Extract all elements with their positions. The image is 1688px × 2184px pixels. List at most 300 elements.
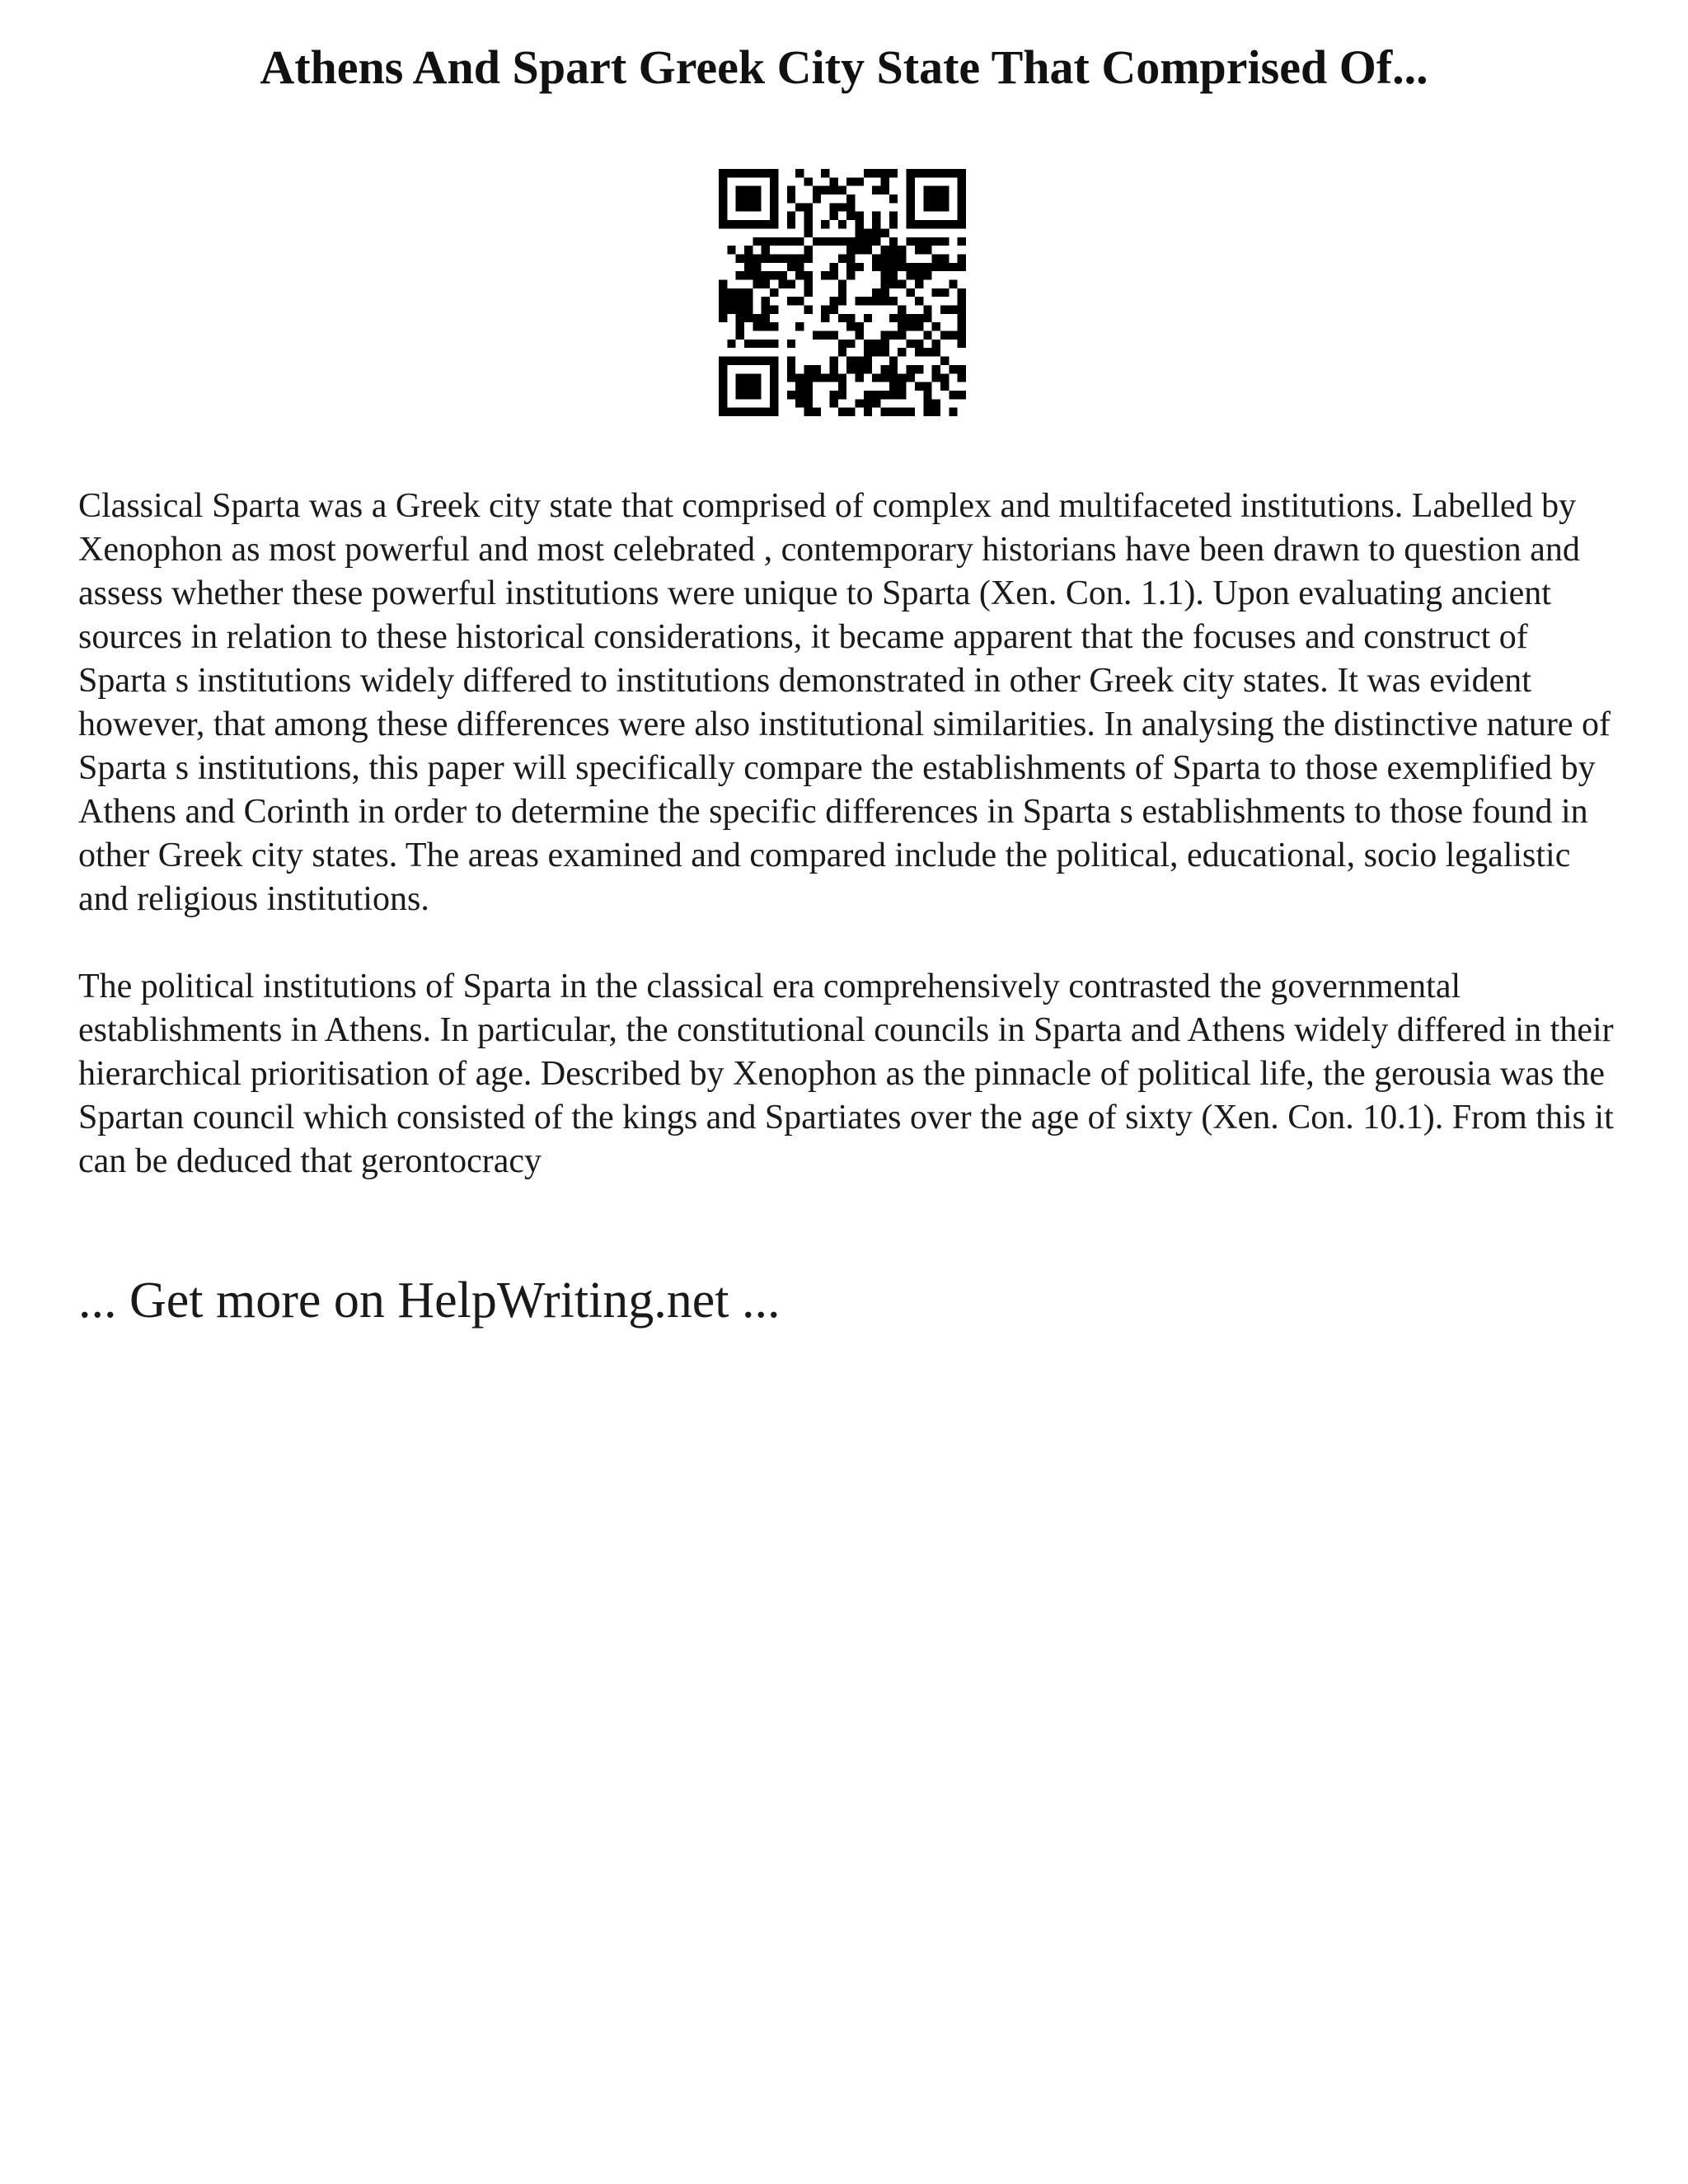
qr-module <box>889 365 898 373</box>
qr-module <box>864 357 872 365</box>
qr-module <box>923 237 931 246</box>
qr-module <box>932 365 940 373</box>
qr-module <box>846 322 855 330</box>
qr-module <box>889 212 898 220</box>
qr-module <box>762 246 770 254</box>
qr-module <box>958 365 966 373</box>
qr-module <box>719 408 727 416</box>
qr-module <box>856 399 864 407</box>
qr-module <box>804 391 812 399</box>
qr-module <box>915 348 923 356</box>
qr-module <box>881 288 889 297</box>
qr-module <box>770 186 778 194</box>
qr-module <box>889 271 898 279</box>
qr-module <box>923 186 931 194</box>
qr-module <box>762 169 770 177</box>
qr-module <box>736 391 744 399</box>
qr-module <box>744 391 753 399</box>
qr-module <box>889 220 898 228</box>
qr-module <box>821 271 829 279</box>
qr-module <box>719 382 727 391</box>
qr-module <box>813 365 821 373</box>
qr-module <box>898 391 906 399</box>
qr-module <box>744 254 753 262</box>
qr-module <box>889 246 898 254</box>
qr-module <box>829 263 837 271</box>
qr-module <box>770 373 778 382</box>
qr-module <box>719 220 727 228</box>
qr-module <box>856 373 864 382</box>
qr-module <box>770 399 778 407</box>
qr-module <box>778 279 786 288</box>
qr-module <box>753 322 761 330</box>
qr-module <box>907 263 915 271</box>
qr-module <box>949 263 957 271</box>
qr-module <box>932 399 940 407</box>
qr-module <box>744 263 753 271</box>
qr-module <box>753 237 761 246</box>
qr-module <box>744 408 753 416</box>
qr-module <box>821 331 829 340</box>
qr-module <box>744 340 753 348</box>
qr-module <box>829 271 837 279</box>
qr-module <box>898 246 906 254</box>
qr-module <box>736 331 744 340</box>
qr-module <box>856 237 864 246</box>
qr-module <box>787 237 795 246</box>
qr-module <box>838 408 846 416</box>
qr-module <box>872 391 880 399</box>
qr-module <box>829 186 837 194</box>
qr-module <box>813 186 821 194</box>
qr-module <box>736 297 744 305</box>
qr-module <box>736 408 744 416</box>
qr-module <box>881 169 889 177</box>
get-more-link[interactable]: ... Get more on HelpWriting.net ... <box>78 1272 781 1329</box>
qr-module <box>932 237 940 246</box>
qr-module <box>804 279 812 288</box>
qr-module <box>889 357 898 365</box>
qr-module <box>958 203 966 211</box>
qr-module <box>770 203 778 211</box>
qr-module <box>770 365 778 373</box>
qr-module <box>753 391 761 399</box>
qr-module <box>813 331 821 340</box>
qr-module <box>889 169 898 177</box>
qr-module <box>958 220 966 228</box>
qr-module <box>736 194 744 203</box>
qr-module <box>864 228 872 237</box>
qr-module <box>744 357 753 365</box>
qr-module <box>958 322 966 330</box>
qr-module <box>958 288 966 297</box>
qr-module <box>932 408 940 416</box>
qr-module <box>898 331 906 340</box>
qr-module <box>744 271 753 279</box>
document-body <box>78 485 1615 1227</box>
qr-module <box>795 373 804 382</box>
qr-module <box>872 169 880 177</box>
qr-module <box>719 212 727 220</box>
qr-module <box>949 220 957 228</box>
qr-module <box>932 340 940 348</box>
qr-module <box>795 263 804 271</box>
qr-module <box>932 322 940 330</box>
qr-module <box>787 254 795 262</box>
qr-module <box>872 348 880 356</box>
qr-module <box>898 408 906 416</box>
qr-module <box>736 254 744 262</box>
qr-module <box>821 169 829 177</box>
qr-module <box>829 237 837 246</box>
qr-module <box>727 246 735 254</box>
qr-module <box>889 279 898 288</box>
qr-module <box>915 237 923 246</box>
qr-module <box>907 169 915 177</box>
qr-module <box>846 314 855 322</box>
qr-module <box>958 254 966 262</box>
qr-module <box>915 322 923 330</box>
qr-module <box>958 331 966 340</box>
qr-module <box>923 314 931 322</box>
qr-module <box>889 237 898 246</box>
qr-module <box>907 340 915 348</box>
qr-module <box>736 306 744 314</box>
qr-module <box>813 237 821 246</box>
qr-module <box>940 186 949 194</box>
qr-module <box>719 373 727 382</box>
qr-module <box>795 399 804 407</box>
qr-module <box>762 220 770 228</box>
qr-module <box>958 212 966 220</box>
qr-module <box>872 399 880 407</box>
qr-module <box>753 382 761 391</box>
qr-module <box>907 271 915 279</box>
qr-module <box>872 297 880 305</box>
qr-module <box>958 297 966 305</box>
qr-module <box>889 194 898 203</box>
qr-module <box>719 314 727 322</box>
qr-module <box>804 203 812 211</box>
qr-module <box>932 348 940 356</box>
qr-module <box>762 340 770 348</box>
qr-module <box>804 306 812 314</box>
qr-module <box>864 348 872 356</box>
qr-module <box>727 340 735 348</box>
qr-module <box>898 263 906 271</box>
qr-module <box>719 288 727 297</box>
qr-module <box>907 186 915 194</box>
qr-module <box>770 212 778 220</box>
qr-module <box>736 288 744 297</box>
qr-module <box>932 194 940 203</box>
qr-module <box>907 203 915 211</box>
qr-module <box>829 373 837 382</box>
qr-module <box>736 271 744 279</box>
qr-module <box>923 408 931 416</box>
qr-module <box>915 382 923 391</box>
qr-module <box>770 237 778 246</box>
qr-module <box>881 228 889 237</box>
qr-module <box>864 169 872 177</box>
body-paragraph-2: The political institutions of Sparta in the classical era comprehensively contrasted the governmental establishments in Athens. In particular, the constitutional councils in Sparta and Athens widely differed in their hierarchical prioritisation of age. Described by Xenophon as the pinnacle of political life, the gerousia was the Spartan council which consisted of the kings and Spartiates over the age of sixty (Xen. Con. 10.1). From this it can be deduced that gerontocracy <box>78 968 1614 1180</box>
qr-module <box>881 279 889 288</box>
qr-module <box>889 297 898 305</box>
qr-module <box>753 279 761 288</box>
qr-module <box>795 297 804 305</box>
qr-module <box>949 408 957 416</box>
qr-module <box>898 382 906 391</box>
qr-module <box>889 391 898 399</box>
qr-module <box>958 263 966 271</box>
qr-module <box>753 169 761 177</box>
qr-module <box>881 263 889 271</box>
qr-module <box>762 271 770 279</box>
qr-module <box>915 220 923 228</box>
qr-module <box>744 194 753 203</box>
qr-module <box>932 169 940 177</box>
qr-module <box>744 382 753 391</box>
qr-module <box>753 254 761 262</box>
qr-module <box>821 314 829 322</box>
qr-module <box>932 288 940 297</box>
qr-module <box>829 357 837 365</box>
qr-module <box>856 357 864 365</box>
qr-module <box>940 194 949 203</box>
qr-module <box>727 288 735 297</box>
qr-module <box>949 306 957 314</box>
qr-module <box>881 348 889 356</box>
qr-module <box>719 279 727 288</box>
qr-module <box>940 357 949 365</box>
qr-module <box>719 194 727 203</box>
qr-module <box>719 186 727 194</box>
qr-module <box>856 331 864 340</box>
qr-module <box>915 297 923 305</box>
qr-module <box>889 254 898 262</box>
qr-module <box>898 348 906 356</box>
qr-module <box>838 254 846 262</box>
qr-module <box>821 373 829 382</box>
qr-module <box>804 373 812 382</box>
qr-module <box>907 212 915 220</box>
qr-module <box>915 365 923 373</box>
qr-module <box>856 177 864 185</box>
qr-module <box>864 365 872 373</box>
qr-module <box>804 254 812 262</box>
qr-module <box>923 331 931 340</box>
qr-module <box>736 314 744 322</box>
qr-module <box>804 220 812 228</box>
qr-module <box>787 212 795 220</box>
qr-module <box>881 186 889 194</box>
qr-module <box>744 203 753 211</box>
qr-module <box>864 297 872 305</box>
qr-module <box>727 306 735 314</box>
qr-module <box>719 391 727 399</box>
qr-module <box>770 254 778 262</box>
qr-module <box>770 357 778 365</box>
qr-module <box>958 340 966 348</box>
qr-module <box>829 212 837 220</box>
qr-module <box>762 254 770 262</box>
qr-module <box>719 297 727 305</box>
qr-module <box>856 246 864 254</box>
qr-module <box>940 306 949 314</box>
qr-module <box>898 254 906 262</box>
qr-module <box>753 271 761 279</box>
qr-module <box>846 177 855 185</box>
qr-module <box>778 254 786 262</box>
qr-module <box>719 365 727 373</box>
qr-module <box>821 237 829 246</box>
qr-module <box>949 365 957 373</box>
qr-module <box>736 203 744 211</box>
qr-module <box>856 212 864 220</box>
qr-module <box>915 271 923 279</box>
qr-module <box>829 365 837 373</box>
qr-module <box>907 314 915 322</box>
qr-module <box>856 228 864 237</box>
qr-module <box>795 322 804 330</box>
qr-module <box>753 220 761 228</box>
qr-module <box>846 357 855 365</box>
qr-module <box>787 297 795 305</box>
qr-module <box>949 169 957 177</box>
qr-module <box>846 237 855 246</box>
qr-module <box>829 399 837 407</box>
qr-module <box>958 391 966 399</box>
qr-module <box>846 365 855 373</box>
qr-module <box>907 288 915 297</box>
qr-module <box>940 382 949 391</box>
qr-module <box>932 263 940 271</box>
qr-module <box>881 297 889 305</box>
qr-module <box>821 220 829 228</box>
qr-module <box>932 203 940 211</box>
qr-module <box>958 237 966 246</box>
qr-module <box>744 220 753 228</box>
qr-module <box>838 340 846 348</box>
qr-module <box>770 306 778 314</box>
qr-module <box>727 169 735 177</box>
qr-module <box>795 271 804 279</box>
qr-module <box>838 297 846 305</box>
qr-module <box>940 288 949 297</box>
qr-module <box>753 186 761 194</box>
qr-module <box>762 357 770 365</box>
qr-module <box>872 212 880 220</box>
qr-module <box>770 408 778 416</box>
qr-module <box>770 194 778 203</box>
qr-module <box>821 186 829 194</box>
qr-module <box>770 288 778 297</box>
qr-module <box>898 373 906 382</box>
qr-module <box>804 365 812 373</box>
qr-module <box>958 177 966 185</box>
qr-module <box>736 373 744 382</box>
qr-module <box>744 169 753 177</box>
qr-module <box>915 314 923 322</box>
qr-module <box>889 263 898 271</box>
qr-module <box>838 203 846 211</box>
qr-module <box>907 365 915 373</box>
qr-module <box>889 373 898 382</box>
qr-module <box>958 186 966 194</box>
qr-module <box>787 391 795 399</box>
qr-module <box>787 186 795 194</box>
qr-module <box>838 288 846 297</box>
qr-module <box>907 194 915 203</box>
qr-module <box>744 306 753 314</box>
qr-module <box>889 408 898 416</box>
qr-module <box>856 263 864 271</box>
qr-module <box>770 340 778 348</box>
qr-module <box>923 246 931 254</box>
qr-module <box>736 220 744 228</box>
qr-module <box>889 314 898 322</box>
qr-module <box>923 306 931 314</box>
qr-module <box>795 203 804 211</box>
qr-module <box>940 373 949 382</box>
qr-module <box>958 373 966 382</box>
qr-module <box>727 357 735 365</box>
qr-module <box>719 169 727 177</box>
qr-module <box>804 212 812 220</box>
qr-code-icon[interactable] <box>719 169 966 416</box>
qr-module <box>907 408 915 416</box>
qr-module <box>889 382 898 391</box>
qr-module <box>813 373 821 382</box>
qr-module <box>881 246 889 254</box>
qr-module <box>898 314 906 322</box>
qr-module <box>727 408 735 416</box>
qr-module <box>940 203 949 211</box>
qr-module <box>804 228 812 237</box>
qr-module <box>829 331 837 340</box>
qr-module <box>753 340 761 348</box>
qr-module <box>813 408 821 416</box>
qr-module <box>881 177 889 185</box>
qr-module <box>872 288 880 297</box>
qr-module <box>872 340 880 348</box>
qr-module <box>838 186 846 194</box>
qr-module <box>744 246 753 254</box>
qr-module <box>846 254 855 262</box>
qr-module <box>940 220 949 228</box>
qr-module <box>753 357 761 365</box>
qr-module <box>898 322 906 330</box>
qr-module <box>753 263 761 271</box>
qr-module <box>795 391 804 399</box>
qr-module <box>821 306 829 314</box>
qr-module <box>915 169 923 177</box>
qr-module <box>804 399 812 407</box>
qr-module <box>778 271 786 279</box>
qr-module <box>846 194 855 203</box>
qr-module <box>889 331 898 340</box>
qr-module <box>856 365 864 373</box>
qr-module <box>804 177 812 185</box>
body-paragraph-1: Classical Sparta was a Greek city state that comprised of complex and multifaceted institutions. Labelled by Xenophon as most powerful and most celebrated , contemporary historians have been drawn to question and assess whether these powerful institutions were unique to Sparta (Xen. Con. 1.1). Upon evaluating ancient sources in relation to these historical considerations, it became apparent that the focuses and construct of Sparta s institutions widely differed to institutions demonstrated in other Greek city states. It was evident however, that among these differences were also institutional similarities. In analysing the distinctive nature of Sparta s institutions, this paper will specifically compare the establishments of Sparta to those exemplified by Athens and Corinth in order to determine the specific differences in Sparta s establishments to those found in other Greek city states. The areas examined and compared include the political, educational, socio legalistic and religious institutions. <box>78 487 1611 918</box>
qr-module <box>846 246 855 254</box>
qr-module <box>787 279 795 288</box>
qr-module <box>744 186 753 194</box>
qr-module <box>856 297 864 305</box>
qr-module <box>881 391 889 399</box>
qr-module <box>804 382 812 391</box>
qr-module <box>838 220 846 228</box>
